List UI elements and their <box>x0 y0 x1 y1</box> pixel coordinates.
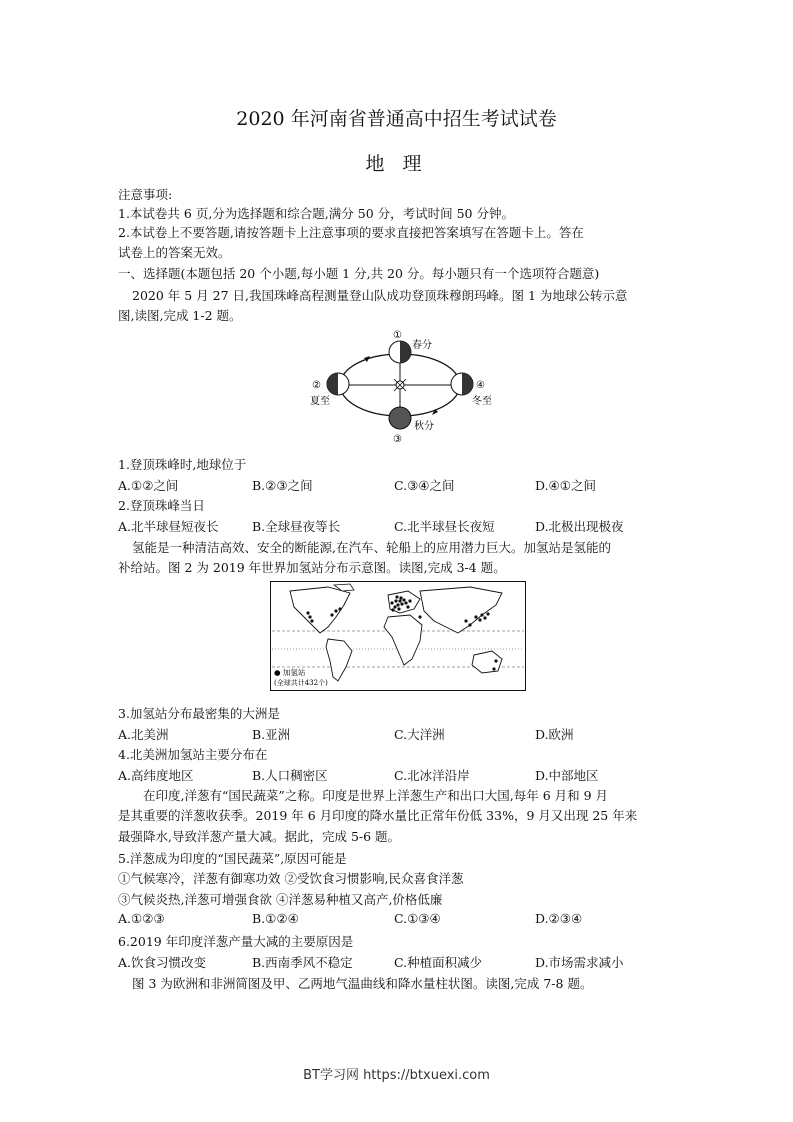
q4-option-d[interactable]: D.中部地区 <box>535 768 599 783</box>
label-point-2: ② <box>312 380 321 391</box>
map-legend-total: (全球共计432个) <box>274 679 328 687</box>
label-spring-equinox: 春分 <box>412 340 432 351</box>
note-1: 1.本试卷共 6 页,分为选择题和综合题,满分 50 分，考试时间 50 分钟。 <box>118 206 514 221</box>
q5-option-a[interactable]: A.①②③ <box>118 911 165 926</box>
intro-3-line-3: 最强降水,导致洋葱产量大减。据此，完成 5-6 题。 <box>118 829 401 844</box>
intro-2-line-1: 氢能是一种清洁高效、安全的断能源,在汽车、轮船上的应用潜力巨大。加氢站是氢能的 <box>132 540 611 555</box>
label-summer-solstice: 夏至 <box>310 396 330 407</box>
q3-stem: 3.加氢站分布最密集的大洲是 <box>118 706 280 721</box>
q1-option-d[interactable]: D.④①之间 <box>535 478 596 493</box>
q2-option-c[interactable]: C.北半球昼长夜短 <box>394 519 495 534</box>
q3-option-b[interactable]: B.亚洲 <box>252 727 291 742</box>
sun-icon <box>394 379 406 391</box>
q5-option-c[interactable]: C.①③④ <box>394 911 441 926</box>
notes-heading: 注意事项: <box>118 187 173 202</box>
map-legend-item: ● 加氢站 <box>274 668 306 677</box>
intro-3-line-1: 在印度,洋葱有“国民蔬菜”之称。印度是世界上洋葱生产和出口大国,每年 6 月和 9 月 <box>143 788 609 803</box>
q1-option-a[interactable]: A.①②之间 <box>118 478 179 493</box>
section-heading: 一、选择题(本题包括 20 个小题,每小题 1 分,共 20 分。每小题只有一个选项符合题意) <box>118 266 600 281</box>
q6-option-b[interactable]: B.西南季风不稳定 <box>252 955 353 970</box>
label-winter-solstice: 冬至 <box>472 396 492 407</box>
intro-1-line-1: 2020 年 5 月 27 日,我国珠峰高程测量登山队成功登顶珠穆朗玛峰。图 1 为地球公转示意 <box>132 288 628 303</box>
q6-option-c[interactable]: C.种植面积减少 <box>394 955 483 970</box>
hydrogen-station-map <box>270 581 526 691</box>
earth-spring-icon <box>389 341 411 363</box>
q6-stem: 6.2019 年印度洋葱产量大减的主要原因是 <box>118 934 354 949</box>
note-2-continued: 试卷上的答案无效。 <box>118 245 231 260</box>
q4-option-c[interactable]: C.北冰洋沿岸 <box>394 768 470 783</box>
earth-autumn-icon <box>389 407 411 429</box>
q4-stem: 4.北美洲加氢站主要分布在 <box>118 747 268 762</box>
q5-option-b[interactable]: B.①②④ <box>252 911 299 926</box>
q5-option-d[interactable]: D.②③④ <box>535 911 583 926</box>
q2-stem: 2.登顶珠峰当日 <box>118 498 205 513</box>
q3-option-c[interactable]: C.大洋洲 <box>394 727 445 742</box>
q2-option-b[interactable]: B.全球昼夜等长 <box>252 519 341 534</box>
earth-revolution-figure <box>304 328 500 446</box>
q2-option-d[interactable]: D.北极出现极夜 <box>535 519 624 534</box>
label-point-1: ① <box>393 330 402 341</box>
q6-option-a[interactable]: A.饮食习惯改变 <box>118 955 207 970</box>
subject-title: 地 理 <box>365 153 428 175</box>
q4-option-a[interactable]: A.高纬度地区 <box>118 768 194 783</box>
q3-option-a[interactable]: A.北美洲 <box>118 727 169 742</box>
intro-4-line-1: 图 3 为欧洲和非洲简图及甲、乙两地气温曲线和降水量柱状图。读图,完成 7-8 题。 <box>132 976 593 991</box>
label-point-4: ④ <box>476 380 485 391</box>
earth-summer-icon <box>327 373 349 395</box>
q4-option-b[interactable]: B.人口稠密区 <box>252 768 328 783</box>
intro-1-line-2: 图,读图,完成 1-2 题。 <box>118 308 242 323</box>
q2-option-a[interactable]: A.北半球昼短夜长 <box>118 519 219 534</box>
q6-option-d[interactable]: D.市场需求减小 <box>535 955 624 970</box>
q1-stem: 1.登顶珠峰时,地球位于 <box>118 457 247 472</box>
q1-option-c[interactable]: C.③④之间 <box>394 478 455 493</box>
note-2: 2.本试卷上不要答题,请按答题卡上注意事项的要求直接把答案填写在答题卡上。答在 <box>118 225 584 240</box>
q5-statements-2: ③气候炎热,洋葱可增强食欲 ④洋葱易种植又高产,价格低廉 <box>118 892 443 907</box>
intro-3-line-2: 是其重要的洋葱收获季。2019 年 6 月印度的降水量比正常年份低 33%，9 月又出现 25 年来 <box>118 808 638 823</box>
q1-option-b[interactable]: B.②③之间 <box>252 478 313 493</box>
earth-winter-icon <box>451 373 473 395</box>
exam-title: 2020 年河南省普通高中招生考试试卷 <box>236 108 557 130</box>
intro-2-line-2: 补给站。图 2 为 2019 年世界加氢站分布示意图。读图,完成 3-4 题。 <box>118 560 506 575</box>
q5-stem: 5.洋葱成为印度的“国民蔬菜”,原因可能是 <box>118 851 347 866</box>
label-autumn-equinox: 秋分 <box>414 421 434 432</box>
q3-option-d[interactable]: D.欧洲 <box>535 727 574 742</box>
footer-watermark[interactable]: BT学习网 https://btxuexi.com <box>303 1068 490 1083</box>
label-point-3: ③ <box>393 434 402 445</box>
q5-statements-1: ①气候寒冷，洋葱有御寒功效 ②受饮食习惯影响,民众喜食洋葱 <box>118 871 464 886</box>
